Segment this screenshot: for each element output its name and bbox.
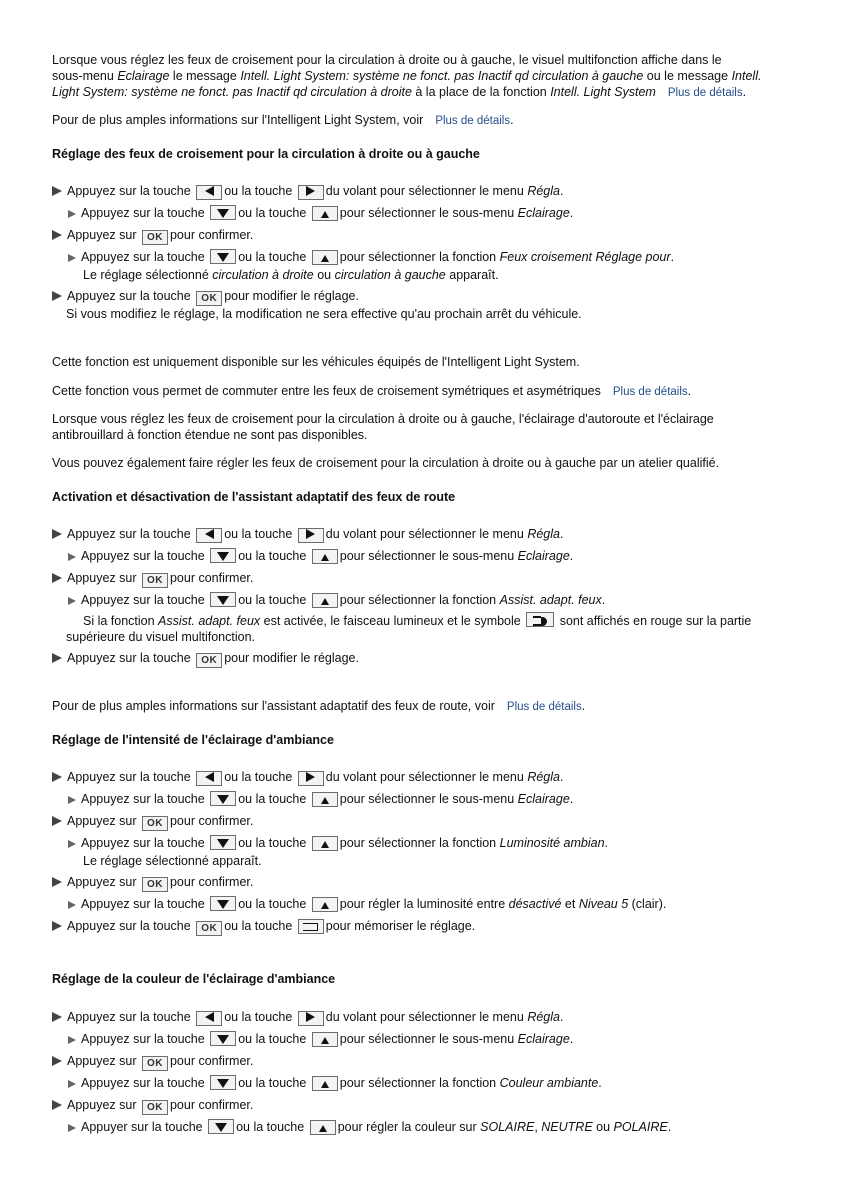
- step: Appuyez sur la touche ou la touche pour sélectionner le sous-menu Eclairage.: [66, 791, 790, 809]
- down-arrow-key-icon: [210, 835, 236, 850]
- step: Appuyez sur OK pour confirmer.: [52, 874, 790, 894]
- section-heading: Réglage de l'intensité de l'éclairage d'ambiance: [52, 733, 334, 747]
- left-arrow-key-icon: [196, 771, 222, 786]
- bullet-arrow-icon: [52, 653, 62, 663]
- bullet-arrow-icon: [52, 772, 62, 782]
- details-link[interactable]: Plus de détails: [435, 115, 511, 127]
- bullet-arrow-icon: [52, 1012, 62, 1022]
- left-arrow-key-icon: [196, 185, 222, 200]
- section-heading: Activation et désactivation de l'assistant adaptatif des feux de route: [52, 490, 456, 504]
- paragraph-line: sous-menu Eclairage le message Intell. Light System: système ne fonct. pas Inactif qd circulation à gauche ou le message Intell.: [52, 69, 762, 83]
- bullet-arrow-icon: [52, 529, 62, 539]
- up-arrow-key-icon: [312, 1032, 338, 1047]
- step: Appuyez sur la touche ou la touche pour sélectionner le sous-menu Eclairage.: [66, 548, 790, 566]
- details-link[interactable]: Plus de détails: [506, 701, 582, 713]
- step: Appuyer sur la touche ou la touche pour régler la couleur sur SOLAIRE, NEUTRE ou POLAIRE.: [66, 1119, 790, 1137]
- down-arrow-key-icon: [208, 1119, 234, 1134]
- step: Appuyez sur la touche OK pour modifier le réglage.: [52, 650, 790, 670]
- right-arrow-key-icon: [298, 528, 324, 543]
- ok-key-icon: OK: [142, 1100, 168, 1115]
- down-arrow-key-icon: [210, 896, 236, 911]
- bullet-arrow-icon: [68, 1124, 76, 1132]
- paragraph-line: antibrouillard à fonction étendue ne sont pas disponibles.: [52, 428, 368, 442]
- step: Appuyez sur la touche ou la touche pour régler la luminosité entre désactivé et Niveau 5 (clair).: [66, 896, 790, 914]
- step: Appuyez sur la touche OK pour modifier le réglage.: [52, 288, 790, 308]
- bullet-arrow-icon: [68, 1036, 76, 1044]
- down-arrow-key-icon: [210, 592, 236, 607]
- paragraph: Pour de plus amples informations sur l'assistant adaptatif des feux de route, voir Plus de détails.: [52, 699, 586, 713]
- ok-key-icon: OK: [196, 291, 222, 306]
- high-beam-symbol-icon: [526, 612, 554, 627]
- section-heading: Réglage des feux de croisement pour la circulation à droite ou à gauche: [52, 147, 480, 161]
- details-link[interactable]: Plus de détails: [612, 386, 688, 398]
- section-heading: Réglage de la couleur de l'éclairage d'ambiance: [52, 972, 336, 986]
- bullet-arrow-icon: [68, 901, 76, 909]
- paragraph: Vous pouvez également faire régler les feux de croisement pour la circulation à droite ou à gauche par un atelier qualifié.: [52, 456, 720, 470]
- up-arrow-key-icon: [312, 250, 338, 265]
- bullet-arrow-icon: [52, 877, 62, 887]
- bullet-arrow-icon: [52, 230, 62, 240]
- step: Appuyez sur la touche ou la touche pour sélectionner la fonction Feux croisement Réglage pour.: [66, 249, 790, 267]
- down-arrow-key-icon: [210, 249, 236, 264]
- up-arrow-key-icon: [312, 593, 338, 608]
- bullet-arrow-icon: [68, 796, 76, 804]
- step: Appuyez sur la touche ou la touche du volant pour sélectionner le menu Régla.: [52, 1009, 790, 1028]
- down-arrow-key-icon: [210, 205, 236, 220]
- step: Appuyez sur OK pour confirmer.: [52, 1097, 790, 1117]
- step: Appuyez sur la touche ou la touche pour sélectionner le sous-menu Eclairage.: [66, 1031, 790, 1049]
- step: Appuyez sur la touche ou la touche pour sélectionner la fonction Couleur ambiante.: [66, 1075, 790, 1093]
- bullet-arrow-icon: [68, 597, 76, 605]
- up-arrow-key-icon: [312, 549, 338, 564]
- up-arrow-key-icon: [312, 206, 338, 221]
- paragraph-line: Lorsque vous réglez les feux de croisement pour la circulation à droite ou à gauche, le visuel multifonction affiche dans le: [52, 53, 722, 67]
- step: Appuyez sur la touche ou la touche du volant pour sélectionner le menu Régla.: [52, 526, 790, 545]
- step: Appuyez sur la touche ou la touche pour sélectionner la fonction Luminosité ambian.: [66, 835, 790, 853]
- bullet-arrow-icon: [68, 1080, 76, 1088]
- bullet-arrow-icon: [52, 921, 62, 931]
- paragraph: Cette fonction vous permet de commuter entre les feux de croisement symétriques et asymétriques Plus de détails.: [52, 384, 692, 398]
- step-note: Si la fonction Assist. adapt. feux est activée, le faisceau lumineux et le symbole sont affichés en rouge sur la partie: [83, 614, 752, 628]
- bullet-arrow-icon: [68, 210, 76, 218]
- bullet-arrow-icon: [52, 573, 62, 583]
- right-arrow-key-icon: [298, 771, 324, 786]
- ok-key-icon: OK: [142, 573, 168, 588]
- step: Appuyez sur la touche ou la touche pour sélectionner la fonction Assist. adapt. feux.: [66, 592, 790, 610]
- details-link[interactable]: Plus de détails: [667, 87, 743, 99]
- paragraph: Pour de plus amples informations sur l'Intelligent Light System, voir Plus de détails.: [52, 113, 514, 127]
- step-note: Le réglage sélectionné apparaît.: [83, 854, 262, 868]
- bullet-arrow-icon: [68, 254, 76, 262]
- bullet-arrow-icon: [52, 1056, 62, 1066]
- left-arrow-key-icon: [196, 528, 222, 543]
- ok-key-icon: OK: [142, 816, 168, 831]
- paragraph-line: Light System: système ne fonct. pas Inactif qd circulation à droite à la place de la fonction Intell. Light System Plus de détails.: [52, 85, 747, 99]
- step: Appuyez sur la touche ou la touche du volant pour sélectionner le menu Régla.: [52, 769, 790, 788]
- ok-key-icon: OK: [142, 230, 168, 245]
- step: Appuyez sur la touche OK ou la touche pour mémoriser le réglage.: [52, 918, 790, 938]
- bullet-arrow-icon: [52, 1100, 62, 1110]
- bullet-arrow-icon: [52, 816, 62, 826]
- step-note: supérieure du visuel multifonction.: [66, 630, 255, 644]
- up-arrow-key-icon: [312, 1076, 338, 1091]
- up-arrow-key-icon: [312, 792, 338, 807]
- up-arrow-key-icon: [310, 1120, 336, 1135]
- step: Appuyez sur la touche ou la touche du volant pour sélectionner le menu Régla.: [52, 183, 790, 202]
- step: Appuyez sur OK pour confirmer.: [52, 227, 790, 247]
- right-arrow-key-icon: [298, 1011, 324, 1026]
- back-key-icon: [298, 919, 324, 934]
- paragraph-line: Lorsque vous réglez les feux de croisement pour la circulation à droite ou à gauche, l'éclairage d'autoroute et l'éclairage: [52, 412, 714, 426]
- down-arrow-key-icon: [210, 548, 236, 563]
- step: Appuyez sur OK pour confirmer.: [52, 813, 790, 833]
- bullet-arrow-icon: [68, 553, 76, 561]
- step: Appuyez sur OK pour confirmer.: [52, 570, 790, 590]
- down-arrow-key-icon: [210, 1031, 236, 1046]
- up-arrow-key-icon: [312, 836, 338, 851]
- right-arrow-key-icon: [298, 185, 324, 200]
- step-note: Le réglage sélectionné circulation à droite ou circulation à gauche apparaît.: [83, 268, 499, 282]
- step-note: Si vous modifiez le réglage, la modification ne sera effective qu'au prochain arrêt du véhicule.: [66, 307, 582, 321]
- down-arrow-key-icon: [210, 1075, 236, 1090]
- step: Appuyez sur OK pour confirmer.: [52, 1053, 790, 1073]
- left-arrow-key-icon: [196, 1011, 222, 1026]
- up-arrow-key-icon: [312, 897, 338, 912]
- ok-key-icon: OK: [142, 1056, 168, 1071]
- paragraph: Cette fonction est uniquement disponible sur les véhicules équipés de l'Intelligent Light System.: [52, 355, 580, 369]
- ok-key-icon: OK: [142, 877, 168, 892]
- bullet-arrow-icon: [68, 840, 76, 848]
- ok-key-icon: OK: [196, 653, 222, 668]
- bullet-arrow-icon: [52, 186, 62, 196]
- step: Appuyez sur la touche ou la touche pour sélectionner le sous-menu Eclairage.: [66, 205, 790, 223]
- ok-key-icon: OK: [196, 921, 222, 936]
- down-arrow-key-icon: [210, 791, 236, 806]
- bullet-arrow-icon: [52, 291, 62, 301]
